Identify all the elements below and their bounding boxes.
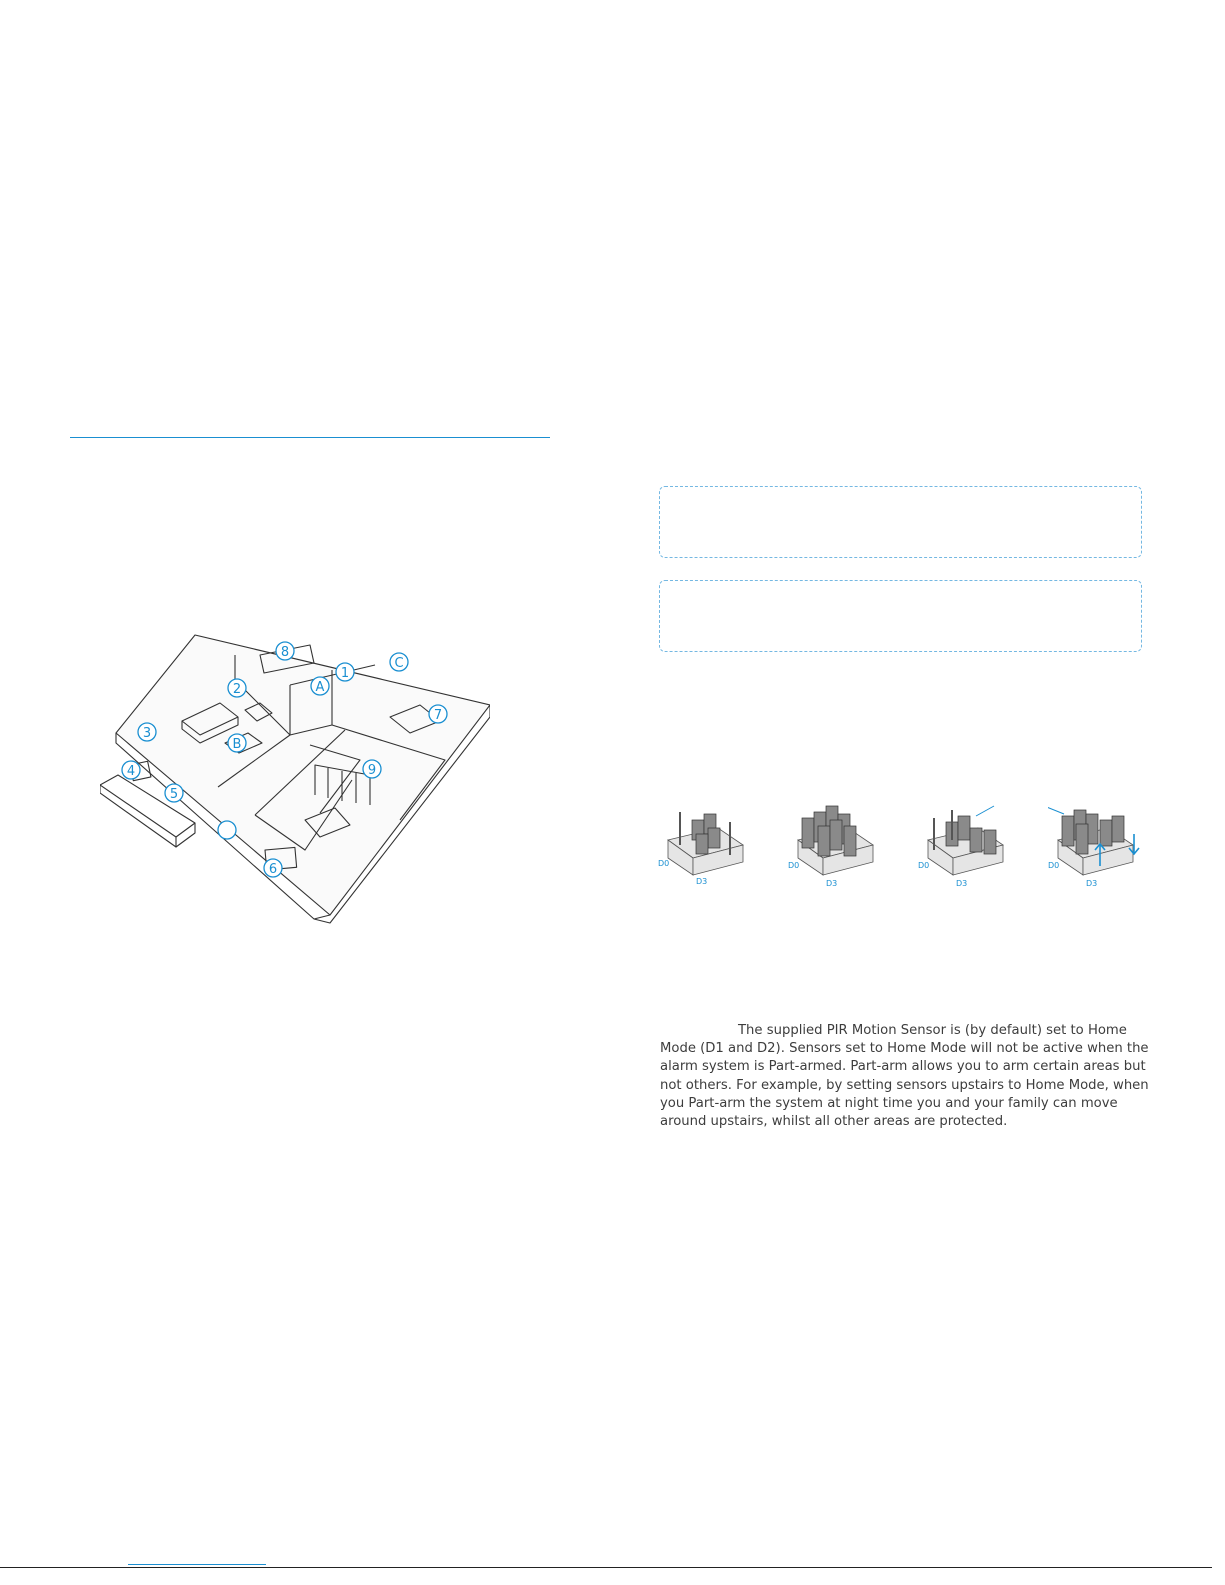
marker-9: 9	[367, 763, 377, 778]
marker-8: 8	[280, 645, 290, 660]
marker-b: B	[232, 737, 242, 752]
jumper-diagram-2	[788, 800, 893, 895]
marker-1: 1	[340, 666, 350, 681]
jumper-diagram-4	[1048, 800, 1153, 895]
marker-2: 2	[232, 682, 242, 697]
pin-label-d3: D3	[956, 879, 968, 888]
marker-4: 4	[126, 764, 136, 779]
house-floorplan-illustration	[100, 625, 490, 925]
note-box	[659, 580, 1142, 652]
marker-a: A	[315, 680, 325, 695]
pin-label-d0: D0	[1048, 861, 1060, 870]
section-divider	[70, 437, 550, 438]
pin-label-d0: D0	[658, 859, 670, 868]
note-box	[659, 486, 1142, 558]
jumper-diagram-3	[918, 800, 1023, 895]
marker-c: C	[394, 656, 404, 671]
page-footer-rule	[0, 1567, 1212, 1568]
home-mode-description: The supplied PIR Motion Sensor is (by default) set to Home Mode (D1 and D2). Sensors set to Home Mode will not be active when the alarm system is Part-armed. Part-arm allows you to arm certain areas but not others. For example, by setting sensors upstairs to Home Mode, when you Part-arm the system at night time you and your family can move around upstairs, whilst all other areas are protected.	[660, 1023, 1149, 1130]
pin-label-d0: D0	[918, 861, 930, 870]
marker-7: 7	[433, 708, 443, 723]
pin-label-d3: D3	[1086, 879, 1098, 888]
footer-accent-rule	[128, 1564, 266, 1565]
marker-6: 6	[268, 862, 278, 877]
marker-3: 3	[142, 726, 152, 741]
jumper-diagram-1	[658, 800, 763, 895]
marker-5: 5	[169, 787, 179, 802]
pin-label-d0: D0	[788, 861, 800, 870]
pin-label-d3: D3	[826, 879, 838, 888]
pin-label-d3: D3	[696, 877, 708, 886]
